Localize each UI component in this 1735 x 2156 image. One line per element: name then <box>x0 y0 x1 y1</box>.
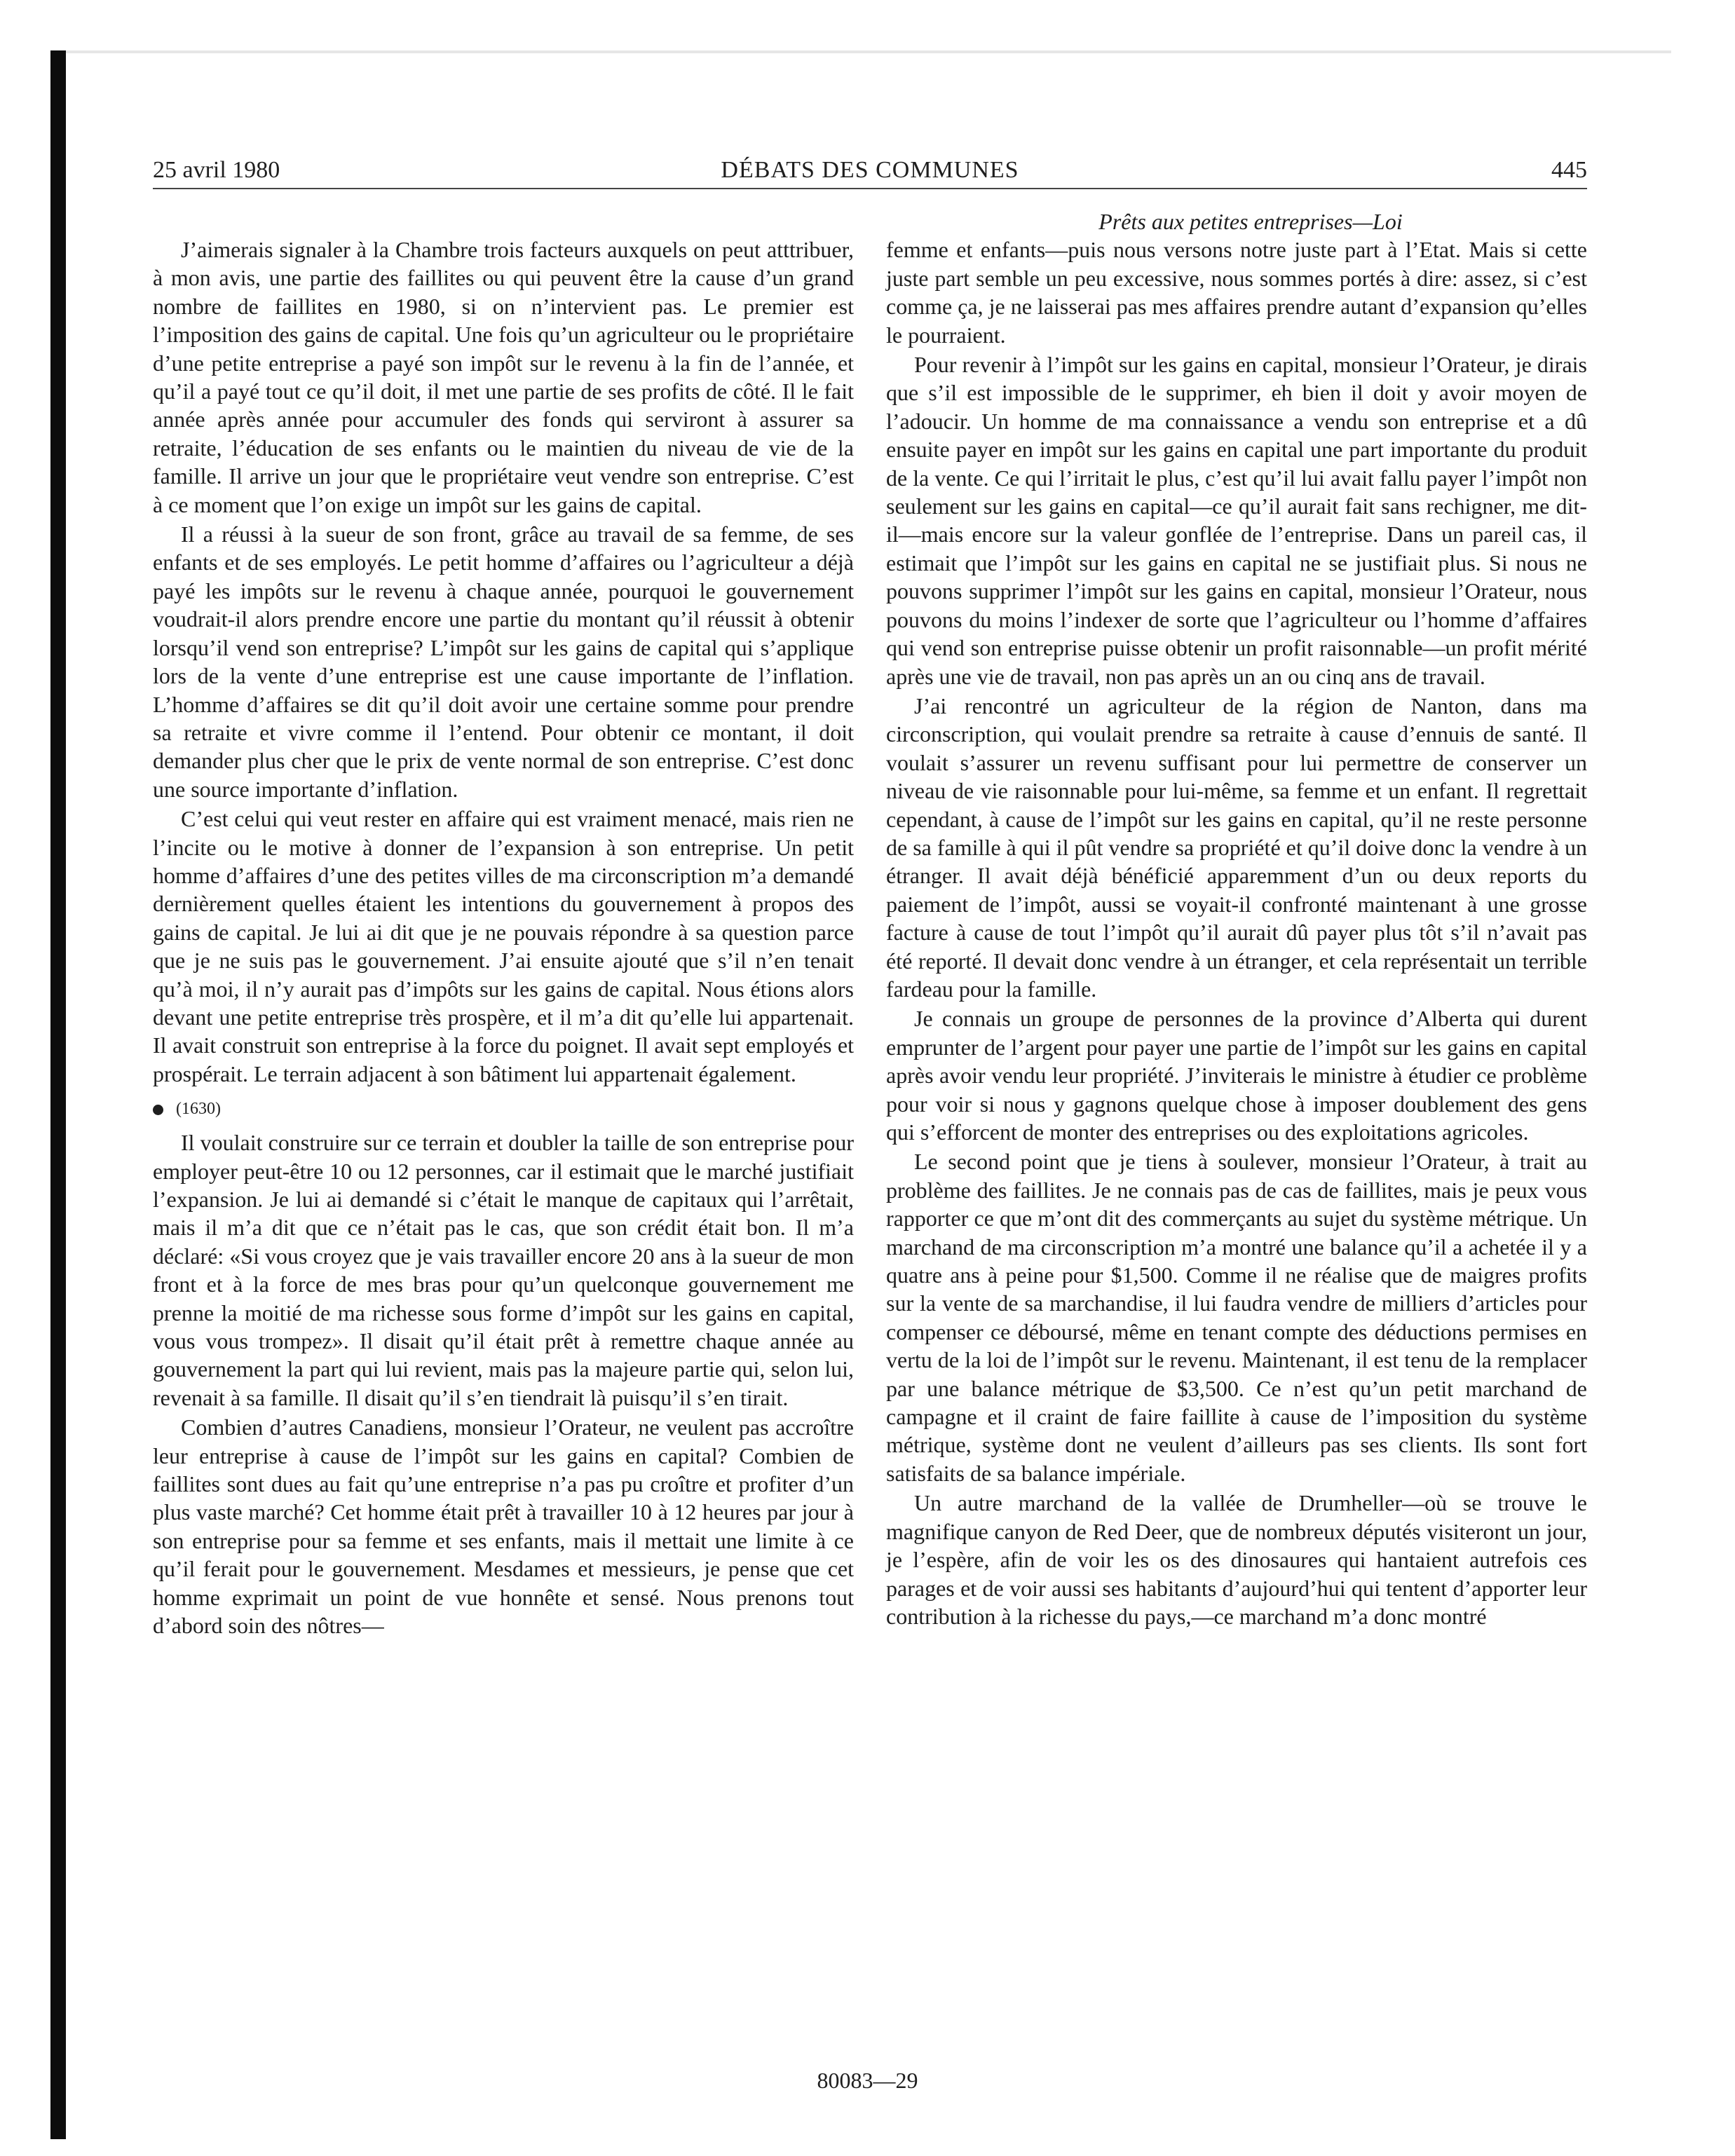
header-date: 25 avril 1980 <box>153 157 280 183</box>
right-paragraph-4: Je connais un groupe de personnes de la province d’Alberta qui durent emprunter de l’argent pour payer une partie de l’impôt sur les gains en capital après avoir vendu leur propriété. J’inviterais le ministre à étudier ce problème pour voir si nous y gagnons quelque chose à imposer doublement des gens qui s’efforcent de monter des entreprises ou des exploitations agricoles. <box>886 1006 1587 1145</box>
right-paragraph-3: J’ai rencontré un agriculteur de la région de Nanton, dans ma circonscription, qui voulait prendre sa retraite à cause d’ennuis de santé. Il voulait s’assurer un revenu suffisant pour lui permettre de conserver un niveau de vie raisonnable pour lui-même, sa femme et un enfant. Il regrettait cependant, à cause de l’impôt sur les gains en capital, qu’il ne reste personne de sa famille à qui il pût vendre sa propriété et qu’il doive donc la vendre à un étranger. Il avait déjà bénéficié apparemment d’un ou deux reports du paiement de l’impôt, aussi se voyait-il confronté maintenant à une grosse facture à cause de tout l’impôt qu’il aurait dû payer plus tôt s’il n’avait pas été reporté. Il devait donc vendre à un étranger, et cela représentait un terrible fardeau pour la famille. <box>886 692 1587 1002</box>
running-head: Prêts aux petites entreprises—Loi <box>1098 209 1403 234</box>
publication-title: DÉBATS DES COMMUNES <box>721 157 1019 183</box>
page-footer-code: 80083—29 <box>817 2068 918 2093</box>
right-paragraph-5: Le second point que je tiens à soulever, monsieur l’Orateur, à trait au problème des faillites. Je ne connais pas de cas de faillites, mais je peux vous rapporter ce que m’ont dit des commerçants au sujet du système métrique. Un marchand de ma circonscription m’a montré une balance qu’il a achetée il y a quatre ans à peine pour $1,500. Comme il ne réalise que de maigres profits sur la vente de sa marchandise, il lui faudra vendre de milliers d’articles pour compenser ce déboursé, même en tenant compte des déductions permises en vertu de la loi de l’impôt sur le revenu. Maintenant, il est tenu de la remplacer par une balance métrique de $3,500. Ce n’est qu’un petit marchand de campagne et il craint de faire faillite à cause de l’imposition du système métrique, système dont ne veulent d’ailleurs pas ses clients. Ils sont fort satisfaits de sa balance impériale. <box>886 1149 1587 1486</box>
left-paragraph-1: J’aimerais signaler à la Chambre trois facteurs auxquels on peut atttribuer, à mon avis, une partie des faillites ou qui peuvent être la cause d’un grand nombre de faillites en 1980, si on n’intervient pas. Le premier est l’imposition des gains de capital. Une fois qu’un agriculteur ou le propriétaire d’une petite entreprise a payé son impôt sur le revenu à la fin de l’année, et qu’il a payé tout ce qu’il doit, il met une partie de ses profits de côté. Il le fait année après année pour accumuler des fonds qui serviront à assurer sa retraite, l’éducation de ses enfants ou le maintien du niveau de vie de la famille. Il arrive un jour que le propriétaire veut vendre son entreprise. C’est à ce moment que l’on exige un impôt sur les gains de capital. <box>153 237 854 517</box>
left-paragraph-4: Il voulait construire sur ce terrain et doubler la taille de son entreprise pour employer peut-être 10 ou 12 personnes, car il estimait que le marché justifiait l’expansion. Je lui ai demandé si c’était le manque de capitaux qui l’arrêtait, mais il m’a dit que ce n’était pas le cas, que son crédit était bon. Il m’a déclaré: «Si vous croyez que je vais travailler encore 20 ans à la sueur de mon front et à la force de mes bras pour qu’un quelconque gouvernement me prenne la moitié de ma richesse sous forme d’impôt sur les gains en capital, vous vous trompez». Il disait qu’il était prêt à remettre chaque année au gouvernement la part qui lui revient, mais pas la majeure partie qui, selon lui, revenait à sa famille. Il disait qu’il s’en tiendrait là puisqu’il s’en tirait. <box>153 1130 854 1410</box>
page-header <box>153 153 1587 189</box>
right-paragraph-6: Un autre marchand de la vallée de Drumheller—où se trouve le magnifique canyon de Red Deer, que de nombreux députés visiteront un jour, je l’espère, afin de voir les os des dinosaures qui hantaient autrefois ces parages et de voir aussi ses habitants d’aujourd’hui qui tentent d’apporter leur contribution à la richesse du pays,—ce marchand m’a donc montré <box>886 1490 1587 1629</box>
left-paragraph-5: Combien d’autres Canadiens, monsieur l’Orateur, ne veulent pas accroître leur entreprise à cause de l’impôt sur les gains en capital? Combien de faillites sont dues au fait qu’une entreprise n’a pas pu croître et profiter d’un plus vaste marché? Cet homme était prêt à travailler 10 à 12 heures par jour à son entreprise pour sa femme et ses enfants, mais il mettait une limite à ce qu’il ferait pour le gouvernement. Mesdames et messieurs, je pense que cet homme exprimait un point de vue honnête et sensé. Nous prenons tout d’abord soin des nôtres— <box>153 1414 854 1639</box>
scan-top-edge <box>66 50 1671 53</box>
page-number: 445 <box>1551 157 1587 183</box>
right-paragraph-2: Pour revenir à l’impôt sur les gains en capital, monsieur l’Orateur, je dirais que s’il est impossible de le supprimer, eh bien il doit y avoir moyen de l’adoucir. Un homme de ma connaissance a vendu son entreprise et a dû ensuite payer en impôt sur les gains en capital une part importante du produit de la vente. Ce qui l’irritait le plus, c’est qu’il lui avait fallu payer l’impôt non seulement sur les gains en capital—ce qu’il aurait fait sans rechigner, me dit-il—mais encore sur la valeur gonflée de l’entreprise. Dans un pareil cas, il estimait que l’impôt sur les gains en capital ne se justifiait plus. Si nous ne pouvons supprimer l’impôt sur les gains en capital, monsieur l’Orateur, nous pouvons du moins l’indexer de sorte que l’agriculteur ou l’homme d’affaires qui vend son entreprise puisse obtenir un profit raisonnable—un profit mérité après une vie de travail, non pas après un an ou cinq ans de travail. <box>886 352 1587 689</box>
time-marker-text: (1630) <box>176 1100 221 1119</box>
left-paragraph-2: Il a réussi à la sueur de son front, grâce au travail de sa femme, de ses enfants et de ses employés. Le petit homme d’affaires ou l’agriculteur a déjà payé les impôts sur le revenu à chaque année, pourquoi le gouvernement voudrait-il alors prendre encore une partie du montant qu’il réussit à obtenir lorsqu’il vend son entreprise? L’impôt sur les gains de capital qui s’applique lors de la vente d’une entreprise est une cause importante de l’inflation. L’homme d’affaires se dit qu’il doit avoir une certaine somme pour prendre sa retraite et vivre comme il l’entend. Pour obtenir ce montant, il doit demander plus cher que le prix de vente normal de son entreprise. C’est donc une source importante d’inflation. <box>153 521 854 802</box>
left-paragraph-3: C’est celui qui veut rester en affaire qui est vraiment menacé, mais rien ne l’incite ou le motive à donner de l’expansion à son entreprise. Un petit homme d’affaires d’une des petites villes de ma circonscription m’a demandé dernièrement quelles étaient les intentions du gouvernement à propos des gains de capital. Je lui ai dit que je ne pouvais répondre à sa question parce que je ne suis pas le gouvernement. J’ai ensuite ajouté que s’il n’en tenait qu’à moi, il n’y aurait pas d’impôts sur les gains de capital. Nous étions alors devant une petite entreprise très prospère, et il m’a dit qu’elle lui appartenait. Il avait construit son entreprise à la force du poignet. Il avait sept employés et prospérait. Le terrain adjacent à son bâtiment lui appartenait également. <box>153 806 854 1086</box>
scan-edge-bar <box>50 50 66 2139</box>
left-column <box>153 207 854 1640</box>
bullet-icon <box>153 1105 163 1115</box>
time-marker <box>153 1095 854 1123</box>
right-paragraph-1: femme et enfants—puis nous versons notre juste part à l’Etat. Mais si cette juste part semble un peu excessive, nous sommes portés à dire: assez, si c’est comme ça, je ne laisserai pas mes affaires prendre autant d’expansion qu’elles le pourraient. <box>886 237 1587 348</box>
right-column <box>886 207 1587 1630</box>
